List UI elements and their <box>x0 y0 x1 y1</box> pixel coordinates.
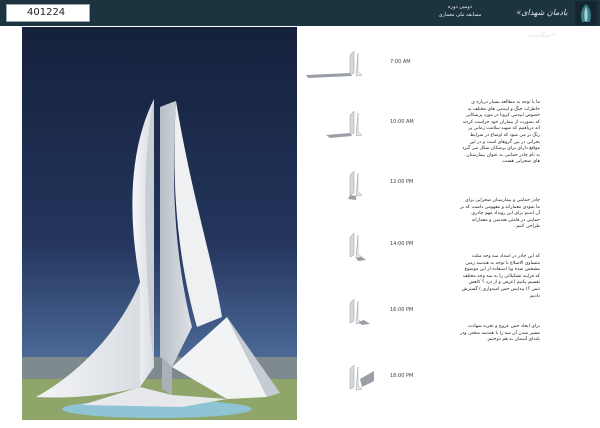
sheet-id-field: 401224 <box>6 4 90 22</box>
sun-study-time: 12:00 PM <box>390 179 414 185</box>
header-bar <box>0 0 600 39</box>
sun-study-step <box>300 293 430 333</box>
shadow-diagram-icon <box>304 165 374 205</box>
sun-study-time: 14:00 PM <box>390 241 414 247</box>
shadow-diagram-icon <box>304 227 374 267</box>
sun-study-time: 10:00 AM <box>390 119 414 125</box>
description-paragraph-2: چادر حمایتی و بیمارستان صحرایی برای ما نمودی معمارانه و مفهومی داشت که بر آن اندیم برای این رویداد مهم چادری حمایتی در قامتی هندسی و معمارانه طراحی کنیم . <box>460 198 540 230</box>
project-logo-text: «یادمان شهدای سلامت» <box>516 8 568 39</box>
competition-title-line2: مسابقه ملی معماری <box>438 12 482 18</box>
monument-render <box>22 27 297 420</box>
sun-study-column <box>300 27 430 420</box>
sun-study-time: 18:00 PM <box>390 373 414 379</box>
shadow-diagram-icon <box>304 359 374 399</box>
description-paragraph-3: که این چادر در امتداد سه وجه مثلث متساوی الاضلاع با توجه به هندسه زمین مشخص شده وبا استفاده از این موضوع که فرایند تشکیلاتی را به سه وجه مختلف تقسیم بکنیم (عرفی و از درد ؟ کاهش تنش ؟) پیدایش حس امیدواری ) گسترش دادیم. <box>461 254 540 299</box>
shadow-diagram-icon <box>304 105 374 145</box>
sun-study-step <box>300 227 430 267</box>
sun-study-step <box>300 45 430 85</box>
shadow-diagram-icon <box>304 293 374 333</box>
competition-title <box>410 3 510 19</box>
sun-study-time: 16:00 PM <box>390 307 414 313</box>
sun-study-step <box>300 359 430 399</box>
sun-study-step <box>300 165 430 205</box>
shadow-diagram-icon <box>304 45 374 85</box>
description-paragraph-4: برای ایجاد حس عروج و تجربه شهادت مسیر شدن آن سه را با هندسه منحنی ودر بلندای آسمان به هم دوختیم. <box>460 324 540 343</box>
sun-study-step <box>300 105 430 145</box>
sun-study-time: 7:00 AM <box>390 59 411 65</box>
emblem-icon <box>575 1 597 25</box>
description-paragraph-1: ما با توجه به مطالعه بسیار درباره ی خاطرات جنگ و اپیدمی های مختلف به خصوص اپیدمی کرونا در مورد پزشکانی که بصورت از بیماران خود حراست کردند اند دریافتیم که شهید سلامت زمانی پر رنگ تر می شود که اوضاع در شرایط بحرانی در بین گروهای است و در این مواقع دارای برای پزشکان شکل می گیرد به نام چادر حمایتی به عنوان بیمارستان های صحرایی هست. <box>462 100 540 165</box>
competition-title-line1: دومین دوره <box>448 4 472 10</box>
